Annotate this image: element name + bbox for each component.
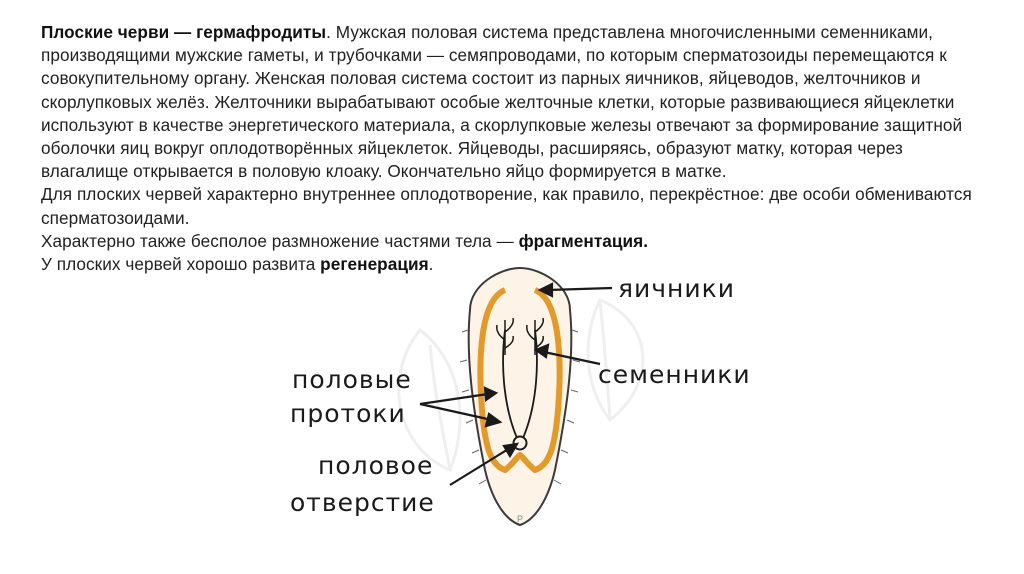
regeneration-period: .	[428, 254, 434, 275]
heading-hermaphrodites: Плоские черви — гермафродиты	[41, 22, 327, 42]
paragraph-regeneration	[41, 253, 991, 276]
label-testes: семенники	[598, 360, 751, 389]
term-fragmentation: фрагментация.	[518, 230, 649, 251]
label-ducts-line2: протоки	[290, 399, 406, 428]
paragraph-reproductive-system	[41, 21, 991, 183]
asexual-text: Характерно также бесполое размножение частями тела —	[41, 230, 519, 251]
paragraph-asexual	[41, 230, 991, 253]
text-block	[41, 21, 991, 276]
paragraph-reproductive-text: . Мужская половая система представлена многочисленными семенниками, производящими мужские гаметы, и трубочками — семяпроводами, по которым сперматозоиды перемещаются к совокупительному органу. Женская половая система состоит из парных яичников, яйцеводов, желточников и скорлупковых желёз. Желточники вырабатывают особые желточные клетки, которые развивающиеся яйцеклетки используют в качестве энергетического материала, а скорлупковые железы отвечают за формирование защитной оболочки яиц вокруг оплодотворённых яйцеклеток. Яйцеводы, расширяясь, образуют матку, которая через влагалище открывается в половую клоаку. Окончательно яйцо формируется в матке.	[41, 22, 963, 182]
label-opening-line2: отверстие	[290, 488, 435, 517]
label-opening-line1: половое	[318, 451, 434, 480]
tail-mark: P	[517, 514, 524, 524]
paragraph-fertilization: Для плоских червей характерно внутреннее оплодотворение, как правило, перекрёстное: две особи обмениваются сперматозоидами.	[41, 184, 972, 228]
label-ducts-line1: половые	[292, 365, 412, 394]
term-regeneration: регенерация	[320, 254, 429, 275]
label-ovaries: яичники	[618, 274, 735, 303]
regeneration-text: У плоских червей хорошо развита	[41, 254, 321, 275]
